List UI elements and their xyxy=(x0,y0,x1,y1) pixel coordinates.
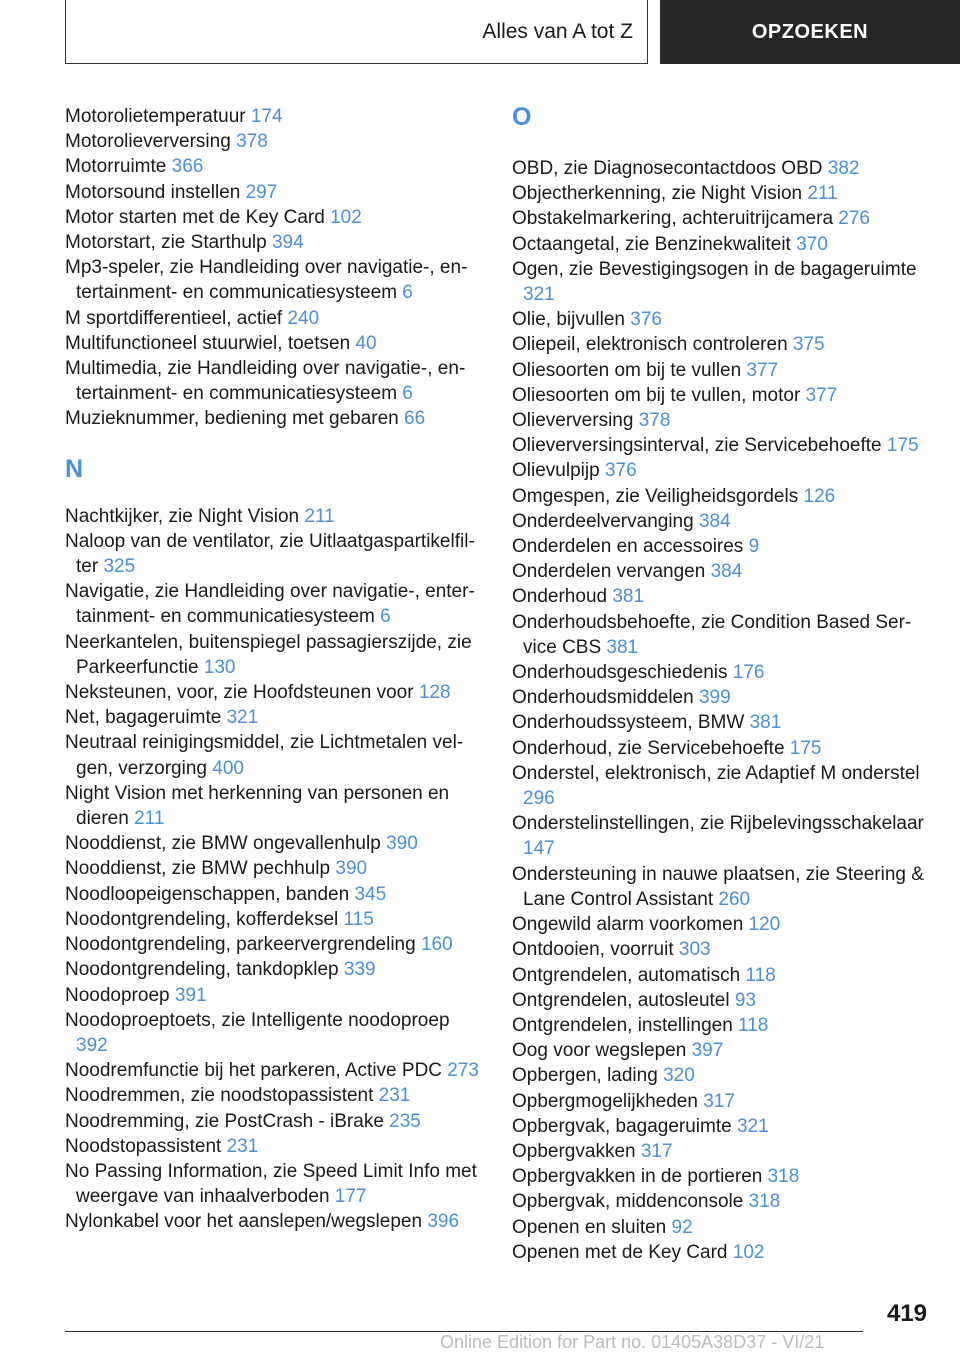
index-entry xyxy=(65,1008,485,1058)
index-entry xyxy=(65,630,485,680)
page-link[interactable]: 394 xyxy=(271,232,304,254)
index-entry-text: Noodloopeigenschappen, banden xyxy=(65,883,350,905)
index-entry xyxy=(65,104,485,129)
index-entry xyxy=(65,1109,485,1134)
page-link[interactable]: 377 xyxy=(746,359,779,381)
index-entry xyxy=(512,937,932,962)
index-entry-text: Navigatie, zie Handleiding over navigatie-, entertainment- en communicatiesysteem xyxy=(65,581,475,628)
index-entry xyxy=(512,232,932,257)
index-column-left xyxy=(65,104,485,1235)
index-entry xyxy=(65,180,485,205)
index-entry xyxy=(65,331,485,356)
page-link[interactable]: 318 xyxy=(748,1191,781,1213)
tab-label: OPZOEKEN xyxy=(751,20,869,43)
index-entry-text: No Passing Information, zie Speed Limit Info met weergave van inhaalverboden xyxy=(65,1160,477,1208)
index-entry xyxy=(512,458,932,483)
index-entry xyxy=(512,332,932,357)
index-entry xyxy=(512,206,932,231)
page-link[interactable]: 176 xyxy=(732,662,765,684)
index-entry xyxy=(65,1134,485,1159)
page-link[interactable]: 177 xyxy=(334,1186,367,1208)
page-link[interactable]: 390 xyxy=(335,858,368,880)
index-entry-text: Mp3-speler, zie Handleiding over navigatie-, entertainment- en communicatiesysteem xyxy=(65,257,468,304)
index-entry xyxy=(512,1038,932,1063)
page-link[interactable]: 130 xyxy=(203,656,236,678)
index-entry-text: Oliepeil, elektronisch controleren xyxy=(512,334,788,356)
page-link[interactable]: 92 xyxy=(671,1216,693,1238)
page-link[interactable]: 231 xyxy=(378,1085,411,1107)
index-entry xyxy=(65,932,485,957)
index-entry-text: Noodoproeptoets, zie Intelligente noodoproep xyxy=(65,1009,450,1031)
index-entry-text: Neutraal reinigingsmiddel, zie Lichtmetalen velgen, verzorging xyxy=(65,732,464,779)
page-link[interactable]: 102 xyxy=(732,1241,765,1263)
page-link[interactable]: 211 xyxy=(134,808,165,830)
page-link[interactable]: 120 xyxy=(748,914,781,936)
page-link[interactable]: 175 xyxy=(886,435,919,457)
index-entry xyxy=(512,685,932,710)
index-entry xyxy=(512,610,932,660)
index-entry-text: Opbergvakken in de portieren xyxy=(512,1166,763,1188)
index-entry-text: Motorolietemperatuur xyxy=(65,106,246,127)
page-link[interactable]: 366 xyxy=(171,156,204,178)
page-link[interactable]: 126 xyxy=(803,485,836,507)
index-entry xyxy=(512,862,932,912)
page-link[interactable]: 382 xyxy=(827,158,860,179)
index-entry xyxy=(512,509,932,534)
index-entry xyxy=(65,730,485,780)
page-link[interactable]: 391 xyxy=(174,984,207,1006)
footer-edition: Online Edition for Part no. 01405A38D37 - VI/21 xyxy=(440,1332,825,1352)
index-entry-text: Openen met de Key Card xyxy=(512,1241,728,1263)
index-entry-text: Ontgrendelen, instellingen xyxy=(512,1014,733,1036)
index-entry-text: Onderstelinstellingen, zie Rijbelevingsschakelaar xyxy=(512,813,924,835)
page-link[interactable]: 399 xyxy=(698,687,731,709)
index-entry xyxy=(512,761,932,811)
index-entry xyxy=(512,559,932,584)
index-letter-n: N xyxy=(65,454,84,483)
index-entry xyxy=(512,710,932,735)
page-link[interactable]: 377 xyxy=(805,384,838,406)
index-entry-text: Olievulpijp xyxy=(512,460,600,482)
index-entry xyxy=(512,1114,932,1139)
index-entry-text: Noodoproep xyxy=(65,984,170,1006)
index-entry xyxy=(512,156,932,181)
index-entry xyxy=(65,306,485,331)
page-link[interactable]: 376 xyxy=(630,309,662,331)
index-entry-text: Opbergvakken xyxy=(512,1140,636,1162)
index-entry-text: Olieverversing xyxy=(512,410,634,432)
page-link[interactable]: 390 xyxy=(386,833,418,855)
index-entry-text: OBD, zie Diagnosecontactdoos OBD xyxy=(512,158,823,179)
index-entry xyxy=(512,1013,932,1038)
index-entry-text: Onderdeelvervanging xyxy=(512,510,694,532)
index-entry xyxy=(512,408,932,433)
page-link[interactable]: 384 xyxy=(698,510,731,532)
index-entry xyxy=(512,307,932,332)
index-group-n xyxy=(65,504,485,1235)
index-entry-text: Noodstopassistent xyxy=(65,1135,222,1157)
index-entry-text: Night Vision met herkenning van personen en dieren xyxy=(65,782,450,830)
index-entry-text: Onderhoudsmiddelen xyxy=(512,687,694,709)
page-link[interactable]: 102 xyxy=(330,206,362,228)
index-entry-text: Onderhoudsbehoefte, zie Condition Based Service CBS xyxy=(512,611,912,658)
page-link[interactable]: 40 xyxy=(355,332,377,354)
index-entry xyxy=(512,912,932,937)
page-link[interactable]: 317 xyxy=(703,1090,735,1112)
page-link[interactable]: 321 xyxy=(736,1115,769,1137)
index-entry xyxy=(65,1083,485,1108)
page-link[interactable]: 6 xyxy=(402,383,413,405)
index-entry xyxy=(512,433,932,458)
page-link[interactable]: 321 xyxy=(226,707,259,729)
index-entry-text: Oliesoorten om bij te vullen xyxy=(512,359,742,381)
page-link[interactable]: 317 xyxy=(640,1140,673,1162)
index-entry xyxy=(65,957,485,982)
page-link[interactable]: 6 xyxy=(380,606,391,628)
index-entry-text: Noodontgrendeling, parkeervergrendeling xyxy=(65,934,416,956)
index-entry xyxy=(512,1240,932,1265)
page-link[interactable]: 211 xyxy=(304,505,335,527)
index-group-m xyxy=(65,104,485,432)
index-entry-text: Motorruimte xyxy=(65,156,167,178)
page-link[interactable]: 397 xyxy=(691,1040,724,1062)
page-link[interactable]: 9 xyxy=(748,536,760,558)
index-entry xyxy=(65,529,485,579)
index-entry xyxy=(512,1189,932,1214)
page-link[interactable]: 381 xyxy=(612,586,645,608)
top-navigation xyxy=(0,0,960,66)
index-entry xyxy=(65,504,485,529)
index-entry-text: Nylonkabel voor het aanslepen/wegslepen xyxy=(65,1211,423,1233)
index-entry xyxy=(65,983,485,1008)
page-link[interactable]: 345 xyxy=(354,883,387,905)
index-entry-text: Olieverversingsinterval, zie Servicebehoefte xyxy=(512,435,882,457)
page-link[interactable]: 400 xyxy=(212,757,244,779)
page-link[interactable]: 231 xyxy=(226,1135,259,1157)
index-entry-text: Onderhoudssysteem, BMW xyxy=(512,712,745,734)
index-entry xyxy=(65,907,485,932)
page-link[interactable]: 375 xyxy=(792,334,825,356)
index-entry xyxy=(65,856,485,881)
index-entry-text: Ontgrendelen, automatisch xyxy=(512,964,741,986)
index-entry-text: Onderhoud xyxy=(512,586,608,608)
index-entry-text: Neksteunen, voor, zie Hoofdsteunen voor xyxy=(65,682,414,704)
index-entry xyxy=(65,680,485,705)
tab-label: Alles van A tot Z xyxy=(482,19,633,43)
page-link[interactable]: 260 xyxy=(718,888,751,910)
index-entry xyxy=(512,584,932,609)
index-entry xyxy=(65,154,485,179)
tab-opzoeken[interactable] xyxy=(660,0,960,64)
page-link[interactable]: 160 xyxy=(420,934,453,956)
index-entry xyxy=(65,255,485,305)
page-link[interactable]: 93 xyxy=(734,989,757,1011)
page-number: 419 xyxy=(886,1300,927,1327)
index-entry-text: Ogen, zie Bevestigingsogen in de bagageruimte xyxy=(512,258,917,280)
page-link[interactable]: 174 xyxy=(250,106,283,127)
page-link[interactable]: 115 xyxy=(343,908,374,930)
index-entry-text: Opbergvak, middenconsole xyxy=(512,1191,744,1213)
index-entry xyxy=(65,1058,485,1083)
page-link[interactable]: 376 xyxy=(604,460,637,482)
index-entry xyxy=(65,406,485,431)
index-letter-o: O xyxy=(512,103,532,131)
index-entry-text: Noodontgrendeling, tankdopklep xyxy=(65,959,339,981)
page-link[interactable]: 297 xyxy=(245,181,278,203)
index-entry-text: Noodremfunctie bij het parkeren, Active PDC xyxy=(65,1060,443,1082)
page-link[interactable]: 296 xyxy=(523,788,555,810)
index-entry-text: Nooddienst, zie BMW ongevallenhulp xyxy=(65,833,381,855)
page-link[interactable]: 381 xyxy=(749,712,782,734)
index-entry xyxy=(65,705,485,730)
index-entry xyxy=(512,660,932,685)
index-entry xyxy=(512,257,932,307)
index-entry-text: Multifunctioneel stuurwiel, toetsen xyxy=(65,332,351,354)
index-entry-text: Motor starten met de Key Card xyxy=(65,206,325,228)
index-entry xyxy=(512,1215,932,1240)
page-link[interactable]: 378 xyxy=(236,131,268,153)
index-entry-text: Nooddienst, zie BMW pechhulp xyxy=(65,858,331,880)
index-entry-text: Oliesoorten om bij te vullen, motor xyxy=(512,384,801,406)
index-entry-text: Onderhoudsgeschiedenis xyxy=(512,662,728,684)
index-entry-text: Noodontgrendeling, kofferdeksel xyxy=(65,908,339,930)
index-entry xyxy=(512,1063,932,1088)
index-entry xyxy=(512,1164,932,1189)
index-entry-text: Multimedia, zie Handleiding over navigatie-, entertainment- en communicatiesysteem xyxy=(65,358,466,405)
index-entry-text: Noodremming, zie PostCrash - iBrake xyxy=(65,1110,384,1132)
index-entry-text: Ondersteuning in nauwe plaatsen, zie Steering & Lane Control Assistant xyxy=(512,863,924,910)
page-link[interactable]: 128 xyxy=(418,682,451,704)
index-entry xyxy=(512,736,932,761)
index-entry-text: Onderstel, elektronisch, zie Adaptief M onderstel xyxy=(512,762,920,784)
index-entry-text: Neerkantelen, buitenspiegel passagierszijde, zie Parkeerfunctie xyxy=(65,631,472,678)
page-link[interactable]: 320 xyxy=(663,1065,695,1087)
index-entry xyxy=(65,205,485,230)
page-link[interactable]: 381 xyxy=(606,636,639,658)
index-entry xyxy=(65,129,485,154)
index-entry-text: Ontgrendelen, autosleutel xyxy=(512,989,730,1011)
page-link[interactable]: 235 xyxy=(389,1110,421,1132)
index-entry-text: Ongewild alarm voorkomen xyxy=(512,914,744,936)
index-entry-text: Onderdelen vervangen xyxy=(512,561,706,583)
index-entry xyxy=(65,1209,485,1234)
page-link[interactable]: 392 xyxy=(76,1034,108,1056)
index-entry-text: Oog voor wegslepen xyxy=(512,1040,687,1062)
index-entry xyxy=(512,963,932,988)
page-link[interactable]: 118 xyxy=(738,1014,769,1036)
index-group-o xyxy=(512,156,932,1265)
index-entry xyxy=(65,230,485,255)
index-entry xyxy=(512,811,932,861)
index-entry-text: Motorolieverversing xyxy=(65,131,231,153)
index-entry xyxy=(512,988,932,1013)
index-entry-text: Motorstart, zie Starthulp xyxy=(65,232,267,254)
index-entry xyxy=(512,534,932,559)
page-link[interactable]: 384 xyxy=(710,561,743,583)
index-entry-text: Omgespen, zie Veiligheidsgordels xyxy=(512,485,799,507)
page-link[interactable]: 321 xyxy=(523,284,555,306)
index-entry-text: Objectherkenning, zie Night Vision xyxy=(512,183,803,205)
index-entry-text: Noodremmen, zie noodstopassistent xyxy=(65,1085,374,1107)
index-entry xyxy=(65,1159,485,1209)
page-link[interactable]: 339 xyxy=(343,959,376,981)
index-entry-text: Naloop van de ventilator, zie Uitlaatgaspartikelfilter xyxy=(65,530,475,578)
page-link[interactable]: 211 xyxy=(807,183,838,205)
index-entry xyxy=(65,781,485,831)
page-link[interactable]: 303 xyxy=(678,939,711,961)
index-entry-text: Openen en sluiten xyxy=(512,1216,667,1238)
index-entry-text: Olie, bijvullen xyxy=(512,309,625,331)
index-entry-text: Opbergen, lading xyxy=(512,1065,658,1087)
index-entry xyxy=(512,358,932,383)
page-link[interactable]: 175 xyxy=(789,737,822,759)
page-link[interactable]: 6 xyxy=(402,282,413,304)
page-link[interactable]: 147 xyxy=(523,838,555,860)
index-entry-text: Opbergvak, bagageruimte xyxy=(512,1115,732,1137)
index-entry xyxy=(65,356,485,406)
page-link[interactable]: 273 xyxy=(447,1060,479,1082)
index-entry xyxy=(512,484,932,509)
page-link[interactable]: 118 xyxy=(745,964,776,986)
index-entry xyxy=(512,1089,932,1114)
index-entry-text: Motorsound instellen xyxy=(65,181,241,203)
page-link[interactable]: 370 xyxy=(796,233,828,255)
index-entry xyxy=(512,383,932,408)
page-link[interactable]: 396 xyxy=(427,1211,460,1233)
tab-alles-van-a-tot-z[interactable] xyxy=(65,0,648,64)
page-link[interactable]: 240 xyxy=(287,307,320,329)
index-column-right xyxy=(512,100,932,1265)
page-link[interactable]: 318 xyxy=(767,1166,800,1188)
page-link[interactable]: 325 xyxy=(103,556,136,578)
index-entry-text: Obstakelmarkering, achteruitrijcamera xyxy=(512,208,834,230)
index-entry xyxy=(512,181,932,206)
page-link[interactable]: 276 xyxy=(838,208,870,230)
index-entry xyxy=(512,1139,932,1164)
index-entry-text: Ontdooien, voorruit xyxy=(512,939,674,961)
index-entry-text: Muzieknummer, bediening met gebaren xyxy=(65,408,399,430)
index-entry-text: Octaangetal, zie Benzinekwaliteit xyxy=(512,233,791,255)
index-entry xyxy=(65,579,485,629)
index-entry xyxy=(65,831,485,856)
index-entry-text: Nachtkijker, zie Night Vision xyxy=(65,505,300,527)
index-entry-text: Onderhoud, zie Servicebehoefte xyxy=(512,737,785,759)
index-entry-text: Onderdelen en accessoires xyxy=(512,536,744,558)
index-entry-text: Net, bagageruimte xyxy=(65,707,222,729)
page-link[interactable]: 378 xyxy=(638,410,671,432)
page-link[interactable]: 66 xyxy=(404,408,426,430)
index-entry-text: Opbergmogelijkheden xyxy=(512,1090,698,1112)
index-entry xyxy=(65,882,485,907)
index-entry-text: M sportdifferentieel, actief xyxy=(65,307,283,329)
